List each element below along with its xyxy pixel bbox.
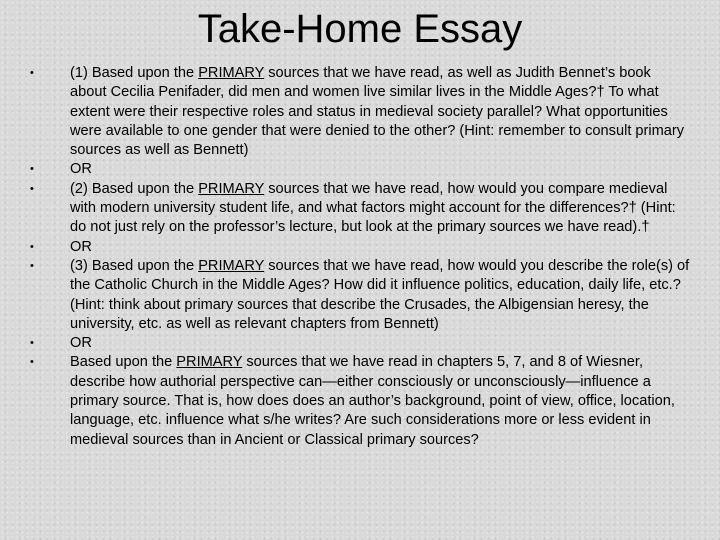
prompt-3 [30, 257, 690, 334]
prompt-4-post: sources that we have read in chapters 5, 7, and 8 of Wiesner, describe how authorial perspective can—either consciously or unconsciously—influence a primary source. That is, how does does an author’s background, point of view, office, location, language, etc. influence what s/he writes? Are such considerations more or less evident in medieval sources than in Ancient or Classical primary sources? [70, 354, 675, 448]
prompt-1-emph: PRIMARY [198, 65, 265, 81]
or-separator-1 [30, 160, 690, 179]
bullet-icon: • [30, 337, 34, 350]
slide-title: Take-Home Essay [197, 7, 523, 51]
or-separator-2 [30, 238, 690, 257]
bullet-icon: • [30, 163, 34, 176]
essay-prompts-list [30, 64, 690, 450]
prompt-1-pre: (1) Based upon the [70, 65, 199, 81]
prompt-2-post: sources that we have read, how would you compare medieval with modern university student life, and what factors might account for the differences?† (Hint: do not just rely on the professor’s lecture, but look at the primary sources we have read).† [70, 180, 676, 236]
prompt-2 [30, 180, 690, 238]
prompt-3-post: sources that we have read, how would you describe the role(s) of the Catholic Church in the Middle Ages? How did it influence politics, education, daily life, etc.? (Hint: think about primary sources that describe the Crusades, the Albigensian heresy, the university, etc. as well as relevant chapters from Bennett) [70, 257, 690, 332]
or-text-1: OR [70, 161, 92, 178]
prompt-3-emph: PRIMARY [198, 257, 265, 274]
prompt-2-pre: (2) Based upon the [70, 180, 199, 197]
bullet-icon: • [30, 67, 34, 79]
bullet-icon: • [30, 259, 34, 272]
bullet-icon: • [30, 356, 34, 369]
prompt-2-emph: PRIMARY [198, 180, 265, 197]
bullet-icon: • [30, 182, 34, 195]
or-text-3: OR [70, 335, 92, 352]
bullet-icon: • [30, 240, 34, 253]
prompt-3-pre: (3) Based upon the [70, 257, 199, 274]
prompt-4-emph: PRIMARY [176, 354, 243, 371]
or-separator-3 [30, 334, 690, 353]
or-text-2: OR [70, 238, 92, 255]
prompt-4-pre: Based upon the [70, 354, 177, 371]
prompt-1-post: sources that we have read, as well as Judith Bennet’s book about Cecilia Penifader, did men and women live similar lives in the Middle Ages?† To what extent were their respective roles and status in medieval society parallel? What opportunities were available to one gender that were denied to the other? (Hint: remember to consult primary sources as well as Bennett) [70, 65, 685, 159]
prompt-1 [30, 64, 690, 160]
prompt-4 [30, 353, 690, 449]
